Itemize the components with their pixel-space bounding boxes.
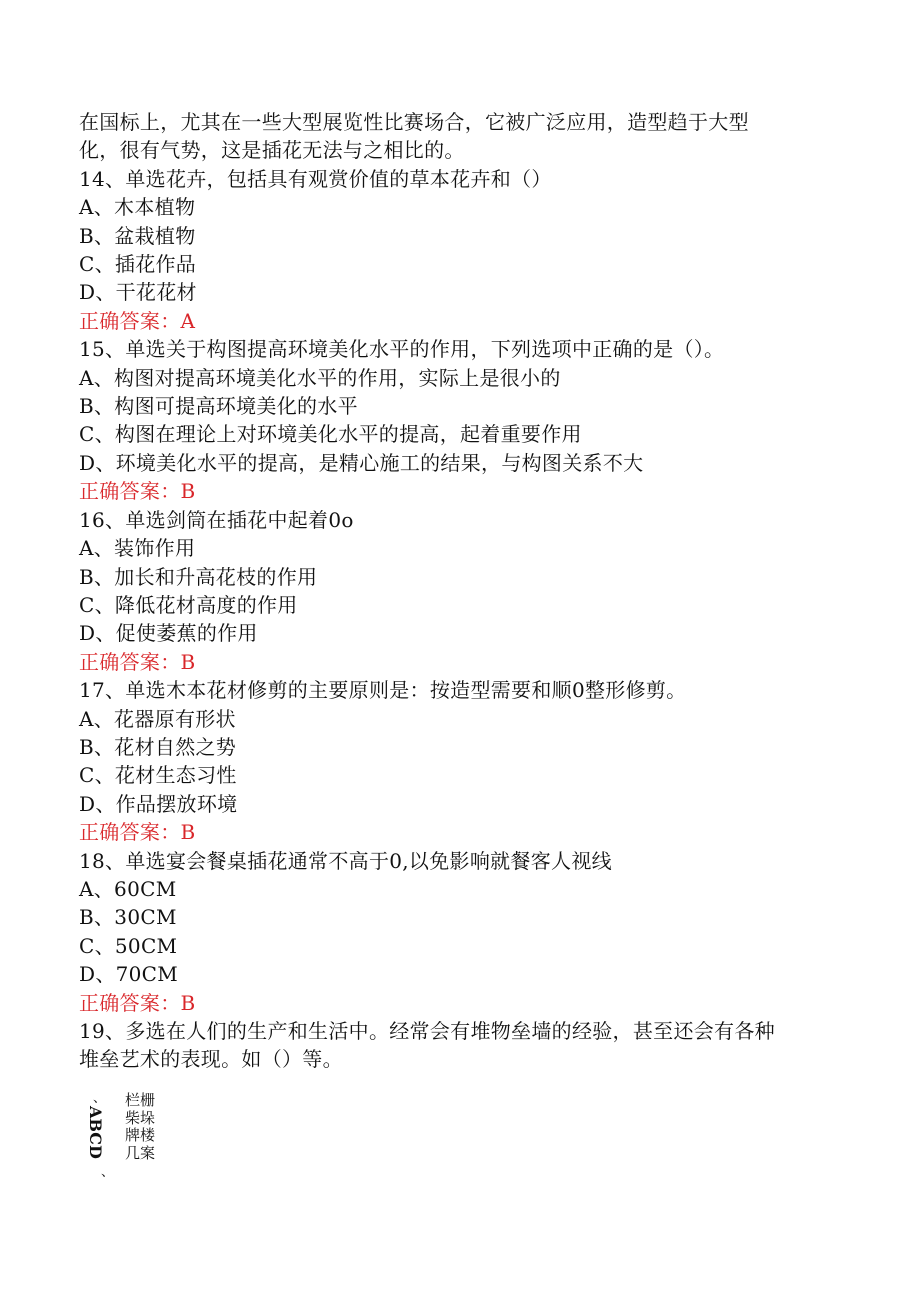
- question-14-stem: 14、单选花卉，包括具有观赏价值的草本花卉和（）: [79, 166, 552, 191]
- answer-label: 正确答案：: [79, 990, 181, 1015]
- question-17-option-c: C、花材生态习性: [79, 763, 237, 788]
- option-separator: 、: [101, 1165, 115, 1180]
- question-16-option-d: D、促使萎蕉的作用: [79, 621, 258, 646]
- question-16-option-a: A、装饰作用: [79, 536, 196, 561]
- question-16-option-b: B、加长和升高花枝的作用: [79, 564, 318, 589]
- intro-line-1: 在国标上，尤其在一些大型展览性比赛场合，它被广泛应用，造型趋于大型: [79, 110, 749, 134]
- question-17-stem: 17、单选木本花材修剪的主要原则是：按造型需要和顺0整形修剪。: [79, 678, 687, 703]
- question-17-answer: [79, 818, 839, 846]
- question-15-option-a: A、构图对提高环境美化水平的作用，实际上是很小的: [79, 365, 561, 390]
- question-15-option-d: D、环境美化水平的提高，是精心施工的结果，与构图关系不大: [79, 450, 644, 475]
- question-14-option-a: A、木本植物: [79, 195, 196, 220]
- question-19-option-d: 几案: [125, 1143, 156, 1162]
- question-16-option-c: C、降低花材高度的作用: [79, 592, 298, 617]
- answer-label: 正确答案：: [79, 820, 181, 845]
- answer-value: B: [180, 990, 196, 1015]
- question-18-option-c: C、50CM: [79, 933, 178, 958]
- question-19-option-c: 牌楼: [125, 1126, 156, 1144]
- question-17-option-b: B、花材自然之势: [79, 734, 237, 759]
- question-19-options-block: [87, 1092, 207, 1182]
- answer-value: A: [180, 308, 196, 333]
- question-19-option-list: [125, 1092, 155, 1162]
- question-18-stem: 18、单选宴会餐桌插花通常不高于0,以免影响就餐客人视线: [79, 848, 612, 873]
- question-19-stem-line-2: 堆垒艺术的表现。如（）等。: [79, 1047, 343, 1072]
- question-14-option-b: B、盆栽植物: [79, 223, 196, 248]
- answer-label: 正确答案：: [79, 649, 181, 674]
- question-14-option-c: C、插花作品: [79, 252, 197, 277]
- question-19-option-a: 栏栅: [125, 1091, 156, 1109]
- question-18-option-b: B、30CM: [79, 905, 177, 930]
- document-body: [79, 108, 839, 1074]
- question-16-answer: [79, 648, 839, 676]
- question-15-stem: 15、单选关于构图提高环境美化水平的作用，下列选项中正确的是（）。: [79, 337, 725, 362]
- question-15-answer: [79, 477, 839, 505]
- question-17-option-a: A、花器原有形状: [79, 706, 236, 731]
- question-14-option-d: D、干花花材: [79, 280, 197, 305]
- answer-value: B: [180, 479, 196, 504]
- question-19-option-b: 柴垛: [125, 1108, 156, 1127]
- question-19-option-letters: ABCD: [86, 1106, 105, 1159]
- question-18-option-d: D、70CM: [79, 962, 179, 987]
- answer-value: B: [180, 820, 196, 845]
- question-15-option-c: C、构图在理论上对环境美化水平的提高，起着重要作用: [79, 422, 582, 447]
- question-16-stem: 16、单选剑筒在插花中起着0o: [79, 507, 354, 532]
- intro-line-2: 化，很有气势，这是插花无法与之相比的。: [79, 138, 465, 163]
- answer-label: 正确答案：: [79, 479, 181, 504]
- question-15-option-b: B、构图可提高环境美化的水平: [79, 394, 358, 419]
- question-14-answer: [79, 307, 839, 335]
- question-19-stem-line-1: 19、多选在人们的生产和生活中。经常会有堆物垒墙的经验，甚至还会有各种: [79, 1019, 775, 1043]
- answer-value: B: [180, 649, 196, 674]
- question-18-option-a: A、60CM: [79, 876, 177, 901]
- answer-label: 正确答案：: [79, 308, 181, 333]
- option-separator: 、: [93, 1091, 107, 1106]
- question-17-option-d: D、作品摆放环境: [79, 791, 238, 816]
- question-18-answer: [79, 989, 839, 1017]
